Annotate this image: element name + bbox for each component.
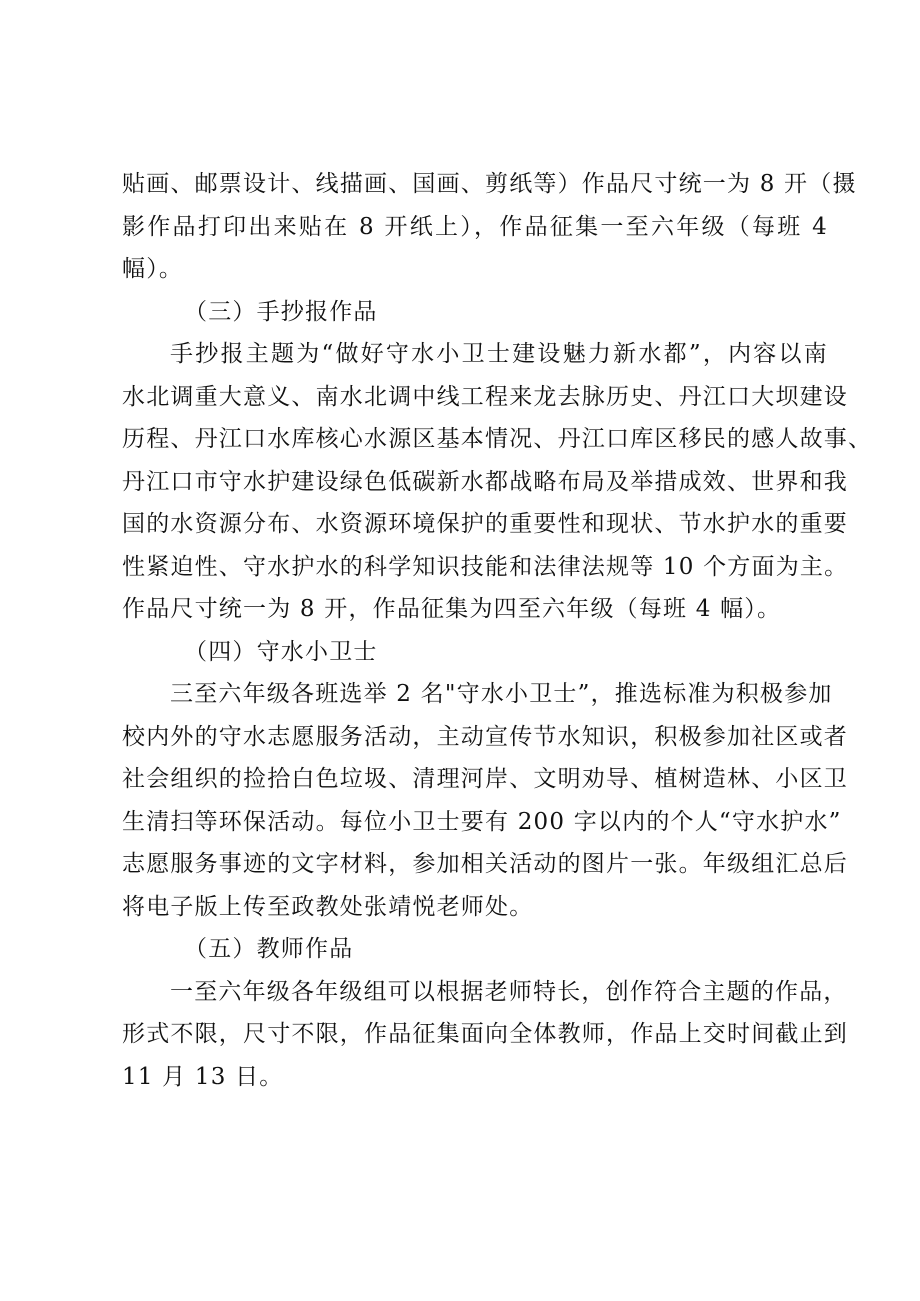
- paragraph-line: 贴画、邮票设计、线描画、国画、剪纸等）作品尺寸统一为 8 开（摄: [122, 171, 857, 197]
- paragraph-line: 志愿服务事迹的文字材料，参加相关活动的图片一张。年级组汇总后: [122, 851, 848, 877]
- section-heading: （四）守水小卫士: [184, 638, 378, 665]
- paragraph-line: 水北调重大意义、南水北调中线工程来龙去脉历史、丹江口大坝建设: [122, 383, 848, 410]
- paragraph-line: 历程、丹江口水库核心水源区基本情况、丹江口库区移民的感人故事、: [122, 426, 873, 452]
- section-4: [122, 631, 848, 929]
- paragraph-line: 校内外的守水志愿服务活动，主动宣传节水知识，积极参加社区或者: [122, 723, 848, 750]
- paragraph-line: 国的水资源分布、水资源环境保护的重要性和现状、节水护水的重要: [122, 511, 848, 537]
- paragraph-line: 将电子版上传至政教处张靖悦老师处。: [122, 893, 534, 920]
- paragraph-line: 幅）。: [122, 256, 184, 282]
- paragraph-line: 手抄报主题为“做好守水小卫士建设魅力新水都”，内容以南: [170, 341, 828, 367]
- paragraph-line: 11 月 13 日。: [122, 1063, 284, 1090]
- paragraph-line: 性紧迫性、守水护水的科学知识技能和法律法规等 10 个方面为主。: [122, 553, 849, 580]
- paragraph-line: 形式不限，尺寸不限，作品征集面向全体教师，作品上交时间截止到: [122, 1021, 848, 1047]
- paragraph-line: 一至六年级各年级组可以根据老师特长，创作符合主题的作品，: [170, 978, 848, 1005]
- paragraph-line: 三至六年级各班选举 2 名"守水小卫士”，推选标准为积极参加: [170, 681, 833, 707]
- paragraph-line: 影作品打印出来贴在 8 开纸上），作品征集一至六年级（每班 4: [122, 213, 828, 240]
- document-page: [122, 163, 873, 1098]
- section-heading: （五）教师作品: [184, 936, 354, 962]
- section-heading: （三）手抄报作品: [184, 298, 378, 325]
- paragraph-line: 作品尺寸统一为 8 开，作品征集为四至六年级（每班 4 幅）。: [122, 596, 782, 622]
- section-2-continuation: [122, 163, 857, 291]
- paragraph-line: 丹江口市守水护建设绿色低碳新水都战略布局及举措成效、世界和我: [122, 468, 848, 495]
- section-3: [122, 291, 873, 631]
- section-5: [122, 928, 848, 1098]
- paragraph-line: 社会组织的捡拾白色垃圾、清理河岸、文明劝导、植树造林、小区卫: [122, 766, 848, 792]
- paragraph-line: 生清扫等环保活动。每位小卫士要有 200 字以内的个人“守水护水”: [122, 808, 842, 835]
